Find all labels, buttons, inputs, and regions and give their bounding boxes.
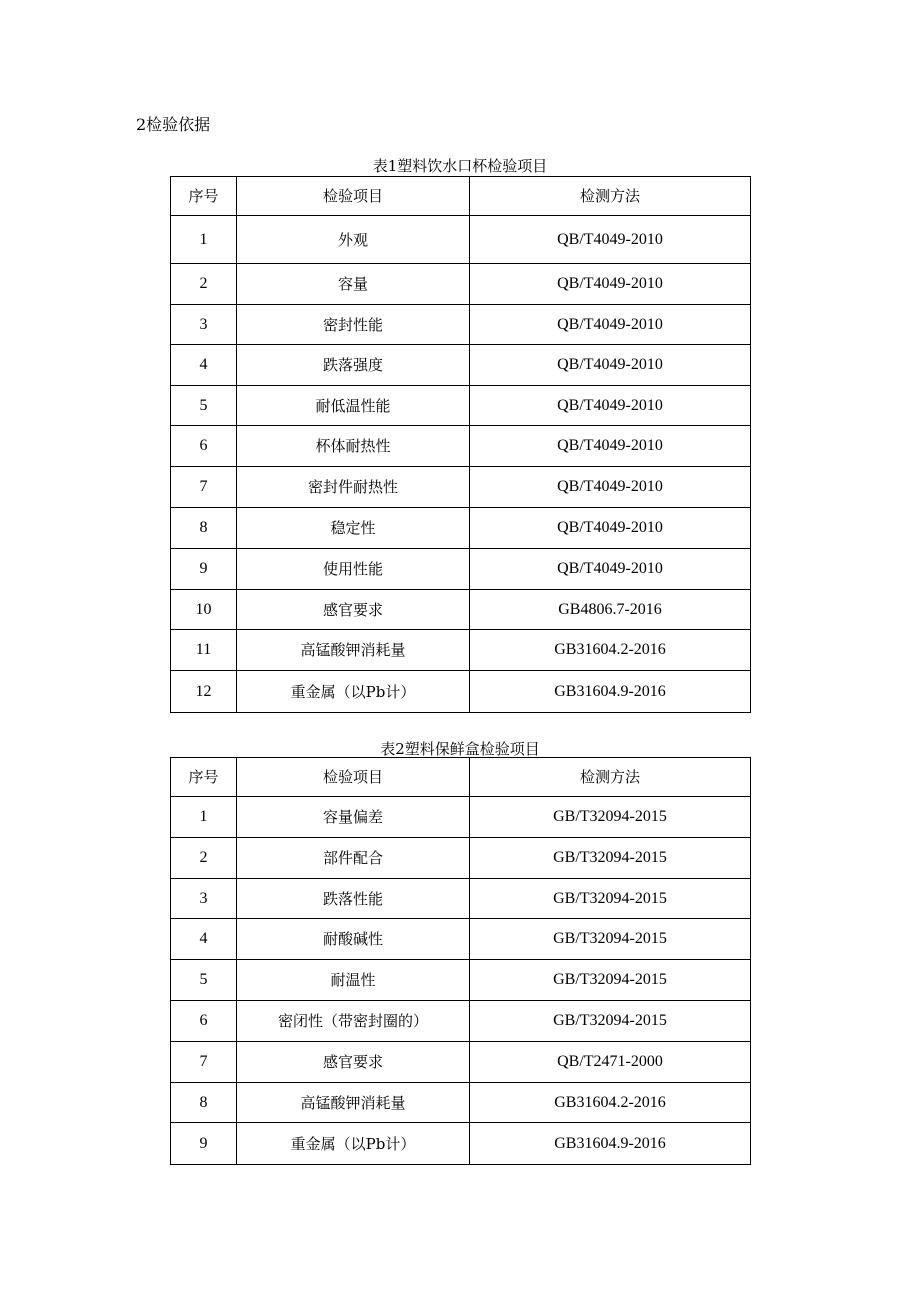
row-item: 部件配合 [237,838,470,879]
header-item: 检验项目 [237,758,470,797]
row-index: 4 [171,919,237,960]
table1-caption: 表1塑料饮水口杯检验项目 [372,157,548,175]
section-heading: 2检验依据 [136,115,211,134]
row-method: QB/T4049-2010 [470,305,751,345]
table-row [171,1123,751,1165]
table-row [171,508,751,549]
row-index: 9 [171,549,237,590]
table-row [171,426,751,467]
table-row [171,305,751,345]
row-item: 跌落强度 [237,345,470,386]
header-item: 检验项目 [237,177,470,216]
row-index: 3 [171,305,237,345]
row-method: GB31604.9-2016 [470,671,751,713]
row-index: 7 [171,1042,237,1083]
row-item: 感官要求 [237,590,470,630]
row-method: QB/T4049-2010 [470,386,751,426]
row-item: 感官要求 [237,1042,470,1083]
row-index: 8 [171,508,237,549]
row-item: 耐温性 [237,960,470,1001]
table-row [171,671,751,713]
row-index: 6 [171,1001,237,1042]
row-index: 10 [171,590,237,630]
row-method: GB4806.7-2016 [470,590,751,630]
row-index: 1 [171,216,237,264]
row-method: QB/T4049-2010 [470,216,751,264]
row-item: 密闭性（带密封圈的） [237,1001,470,1042]
header-index: 序号 [171,177,237,216]
row-item: 高锰酸钾消耗量 [237,630,470,671]
row-item: 密封性能 [237,305,470,345]
row-method: QB/T4049-2010 [470,264,751,305]
row-method: GB/T32094-2015 [470,797,751,838]
table-row [171,919,751,960]
row-index: 1 [171,797,237,838]
table-row [171,797,751,838]
row-method: GB/T32094-2015 [470,838,751,879]
row-item: 重金属（以Pb计） [237,1123,470,1165]
table-row [171,630,751,671]
row-method: GB/T32094-2015 [470,919,751,960]
table-row [171,264,751,305]
table-row [171,549,751,590]
row-item: 容量偏差 [237,797,470,838]
row-method: GB/T32094-2015 [470,879,751,919]
table-row [171,1042,751,1083]
row-method: GB/T32094-2015 [470,960,751,1001]
table2-caption: 表2塑料保鲜盒检验项目 [380,740,540,758]
table-row [171,879,751,919]
table-header-row [171,177,751,216]
table1 [170,176,751,713]
row-index: 9 [171,1123,237,1165]
table-row [171,467,751,508]
row-item: 使用性能 [237,549,470,590]
header-index: 序号 [171,758,237,797]
table-row [171,216,751,264]
header-method: 检测方法 [470,177,751,216]
row-method: QB/T4049-2010 [470,508,751,549]
table-header-row [171,758,751,797]
row-item: 耐酸碱性 [237,919,470,960]
row-index: 7 [171,467,237,508]
row-method: QB/T4049-2010 [470,467,751,508]
row-index: 2 [171,838,237,879]
row-method: GB/T32094-2015 [470,1001,751,1042]
table-row [171,960,751,1001]
row-index: 12 [171,671,237,713]
row-index: 3 [171,879,237,919]
row-method: QB/T2471-2000 [470,1042,751,1083]
row-method: QB/T4049-2010 [470,345,751,386]
row-item: 外观 [237,216,470,264]
row-index: 8 [171,1083,237,1123]
table2 [170,757,751,1165]
row-item: 容量 [237,264,470,305]
row-index: 2 [171,264,237,305]
row-method: QB/T4049-2010 [470,426,751,467]
row-index: 11 [171,630,237,671]
row-method: GB31604.9-2016 [470,1123,751,1165]
table-row [171,345,751,386]
table-row [171,838,751,879]
row-method: GB31604.2-2016 [470,1083,751,1123]
row-method: QB/T4049-2010 [470,549,751,590]
table-row [171,590,751,630]
row-item: 密封件耐热性 [237,467,470,508]
header-method: 检测方法 [470,758,751,797]
row-item: 杯体耐热性 [237,426,470,467]
row-item: 稳定性 [237,508,470,549]
table-row [171,386,751,426]
row-method: GB31604.2-2016 [470,630,751,671]
row-item: 重金属（以Pb计） [237,671,470,713]
table-row [171,1001,751,1042]
row-index: 6 [171,426,237,467]
table-row [171,1083,751,1123]
row-index: 4 [171,345,237,386]
row-item: 跌落性能 [237,879,470,919]
row-item: 耐低温性能 [237,386,470,426]
row-index: 5 [171,386,237,426]
row-item: 高锰酸钾消耗量 [237,1083,470,1123]
row-index: 5 [171,960,237,1001]
